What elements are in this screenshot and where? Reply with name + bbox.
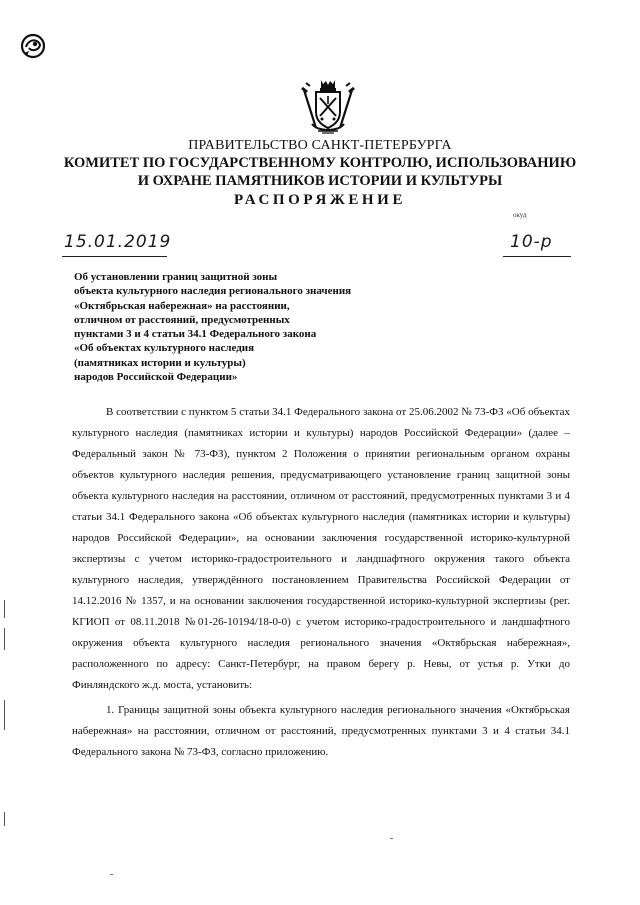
- body-item-1: 1. Границы защитной зоны объекта культурного наследия регионального значения «Октябрьская набережная» на расстоянии, отличном от расстояний, предусмотренных пунктами 3 и 4 статьи 34.1 Федерального закона № 73-ФЗ, согласно приложению.: [72, 704, 570, 758]
- committee-title-line2: И ОХРАНЕ ПАМЯТНИКОВ ИСТОРИИ И КУЛЬТУРЫ: [137, 173, 503, 189]
- scan-dot: [390, 838, 393, 839]
- ornament-icon: [20, 33, 46, 59]
- subject-line: «Об объектах культурного наследия: [74, 342, 255, 355]
- okud-label: окуд: [513, 211, 527, 219]
- subject-line: объекта культурного наследия регионального значения: [74, 285, 352, 298]
- document-type: РАСПОРЯЖЕНИЕ: [233, 192, 407, 208]
- scan-mark: [4, 600, 5, 618]
- subject-line: пунктами 3 и 4 статьи 34.1 Федерального закона: [74, 328, 317, 341]
- handwritten-date: 15.01.2019: [64, 232, 172, 252]
- document-subject: [74, 270, 434, 384]
- committee-title-line1: КОМИТЕТ ПО ГОСУДАРСТВЕННОМУ КОНТРОЛЮ, ИСПОЛЬЗОВАНИЮ: [63, 155, 577, 171]
- scan-mark: [4, 812, 5, 826]
- subject-line: Об установлении границ защитной зоны: [74, 271, 278, 283]
- subject-line: отличном от расстояний, предусмотренных: [74, 313, 290, 326]
- scan-mark: [4, 700, 5, 730]
- scan-dot: [110, 874, 113, 875]
- subject-line: народов Российской Федерации»: [74, 371, 238, 384]
- handwritten-number: 10-р: [510, 232, 553, 252]
- scan-mark: [4, 628, 5, 650]
- document-body: [72, 402, 570, 763]
- date-underline: [62, 256, 167, 257]
- coat-of-arms-icon: [300, 78, 356, 136]
- number-underline: [503, 256, 571, 257]
- government-title: ПРАВИТЕЛЬСТВО САНКТ-ПЕТЕРБУРГА: [188, 138, 452, 153]
- subject-line: «Октябрьская набережная» на расстоянии,: [74, 299, 290, 312]
- body-paragraph: В соответствии с пунктом 5 статьи 34.1 Федерального закона от 25.06.2002 № 73-ФЗ «Об объектах культурного наследия (памятниках истории и культуры) народов Российской Федерации» (далее – Федеральный закон № 73-ФЗ), пунктом 2 Положения о принятии региональным органом охраны объектов культурного наследия решения, предусматривающего установление границ защитной зоны объекта культурного наследия на расстоянии, отличном от расстояний, предусмотренных пунктами 3 и 4 статьи 34.1 Федерального закона «Об объектах культурного наследия (памятниках истории и культуры) народов Российской Федерации», на основании заключения государственной историко-культурной экспертизы с учетом историко-градостроительного и ландшафтного окружения такого объекта культурного наследия, утверждённого постановлением Правительства Российской Федерации от 14.12.2016 № 1357, и на основании заключения государственной историко-культурной экспертизы (рег. КГИОП от 08.11.2018 №01-26-10194/18-0-0) с учетом историко-градостроительного и ландшафтного окружения объекта культурного наследия регионального значения «Октябрьская набережная», расположенного по адресу: Санкт-Петербург, на правом берегу р. Невы, от устья р. Утки до Финляндского ж.д. моста, установить:: [72, 406, 570, 691]
- subject-line: (памятниках истории и культуры): [74, 356, 246, 369]
